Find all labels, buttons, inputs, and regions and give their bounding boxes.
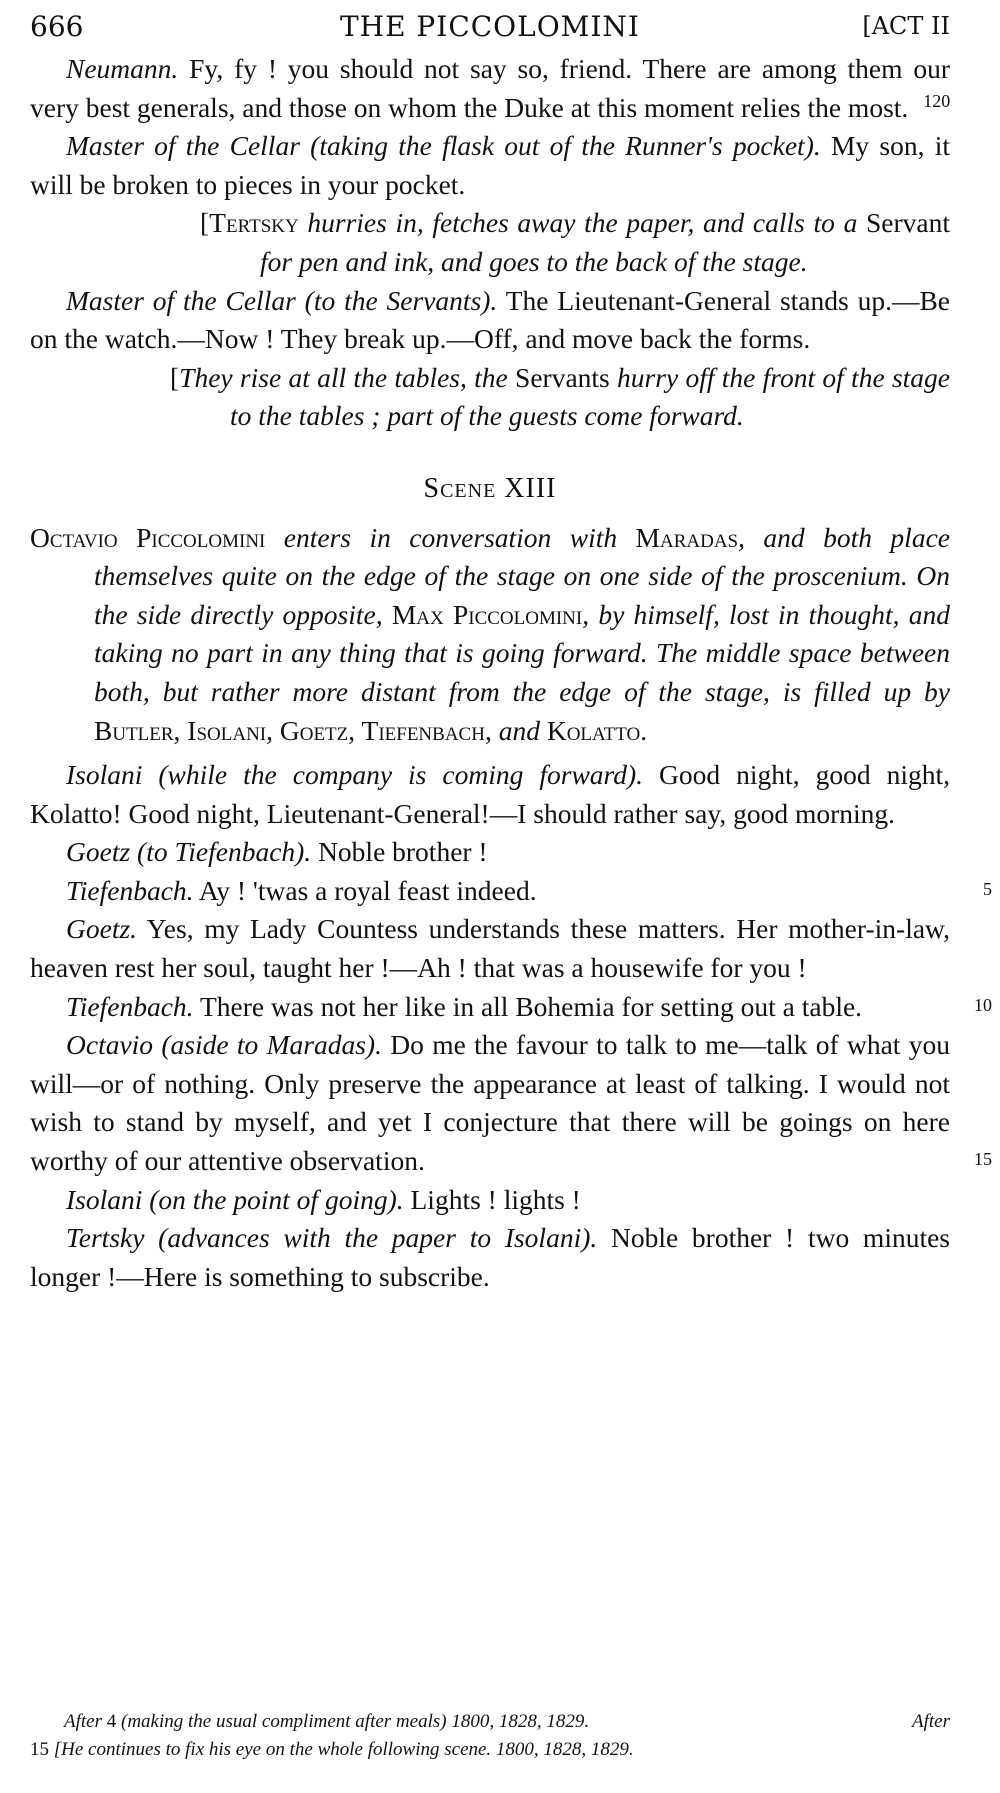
speaker-name: Master of the Cellar [66,130,300,162]
speech-text: Noble brother ! [311,836,488,868]
line-number: 5 [983,878,992,899]
speaker-name: Tiefenbach. [66,990,194,1022]
speech-text: Good night, good night, Kolatto! Good night, Lieutenant-General!—I should rather say, good morning. [30,759,951,829]
running-header [30,0,950,50]
speech-text: My son, it will be broken to pieces in your pocket. [30,130,951,200]
dialogue-line [30,1219,950,1296]
speaker-name: Octavio [66,1029,154,1061]
speaker-name: Master of the Cellar [66,284,296,316]
character-name: Kolatto. [546,714,648,746]
dialogue-line [30,910,950,987]
speaker-name: Goetz [66,836,131,868]
footnote: 15 [He continues to fix his eye on the whole following scene. 1800, 1828, 1829. [30,1739,634,1760]
character-name: Max Piccolomini [391,598,583,630]
speech-text: Noble brother ! two minutes longer !—Here is something to subscribe. [30,1222,951,1292]
line-number: 10 [974,994,992,1015]
speaker-name: Tertsky [66,1222,145,1254]
running-title: THE PICCOLOMINI [340,10,640,43]
speech-text: Yes, my Lady Countess understands these matters. Her mother-in-law, heaven rest her soul, taught her !—Ah ! that was a housewife for you ! [30,913,950,984]
line-number: 15 [974,1149,992,1170]
speech-text: Ay ! 'twas a royal feast indeed. [193,874,537,906]
stage-direction: (to Tiefenbach). [130,836,312,868]
scene-heading: Scene XIII [423,472,557,504]
footnotes [30,1708,950,1764]
line-number: 120 [923,91,951,111]
stage-direction: (advances with the paper to Isolani). [144,1222,598,1254]
dialogue-line [30,756,950,833]
stage-direction: (on the point of going). [142,1183,404,1215]
stage-direction: (to the Servants). [304,284,498,316]
stage-direction: (aside to Maradas). [153,1029,382,1061]
speech-neumann [30,50,950,127]
stage-direction-tertsky: [Tertsky hurries in, fetches away the paper, and calls to a Servant for pen and ink, and goes to the back of the stage. [200,207,950,277]
character-name: Maradas [635,521,739,553]
speech-text: Lights ! lights ! [403,1183,581,1215]
scene-description: Octavio Piccolomini enters in conversation with Maradas, and both place themselves quite on the edge of the stage on one side of the proscenium. On the side directly opposite, Max Piccolomini, by himself, lost in thought, and taking no part in any thing that is going forward. The middle space between both, but rather more distant from the edge of the stage, is filled up by Butler, Isolani, Goetz, Tiefenbach, and Kolatto. [30,521,950,746]
stage-direction: (taking the flask out of the Runner's pocket). [310,130,821,162]
page-number: 666 [30,10,84,43]
speech-text: The Lieutenant-General stands up.—Be on the watch.—Now ! They break up.—Off, and move back the forms. [30,284,950,355]
footnote: After 4 (making the usual compliment after meals) 1800, 1828, 1829. After [64,1711,950,1732]
dialogue-line [30,833,950,872]
dialogue-line [30,1026,992,1180]
dialogue-line [30,872,992,911]
speech-text: Do me the favour to talk to me—talk of what you will—or of nothing. Only preserve the appearance at least of talking. I would not wish to stand by myself, and yet I conjecture that there will be goings on here worthy of our attentive observation. [30,1029,950,1177]
page-body [30,50,992,1296]
dialogue-line [30,1181,950,1220]
character-names: Butler, Isolani, Goetz, Tiefenbach, [94,714,492,746]
speaker-name: Goetz. [66,913,138,945]
dialogue [30,756,992,1296]
speech-text: There was not her like in all Bohemia for setting out a table. [193,990,863,1022]
character-name: Servant [865,207,950,239]
speech-master-cellar-2 [30,282,950,359]
stage-direction-tables: [They rise at all the tables, the Servants hurry off the front of the stage to the tables ; part of the guests come forward. [170,361,950,432]
speech-text: Fy, fy ! you should not say so, friend. There are among them our very best generals, and those on whom the Duke at this moment relies the most. [30,53,950,123]
speaker-name: Tiefenbach. [66,874,194,906]
stage-direction: (while the company is coming forward). [142,759,644,791]
speaker-name: Isolani [66,759,143,791]
character-name: Tertsky [209,207,299,239]
act-label: [ACT II [862,12,950,40]
book-page [30,0,992,1296]
speaker-name: Neumann. [66,53,179,84]
dialogue-line [30,988,992,1027]
character-name: Servants [515,361,610,393]
character-name: Octavio Piccolomini [30,521,266,553]
speaker-name: Isolani [66,1183,143,1215]
speech-master-cellar-1 [30,127,950,204]
